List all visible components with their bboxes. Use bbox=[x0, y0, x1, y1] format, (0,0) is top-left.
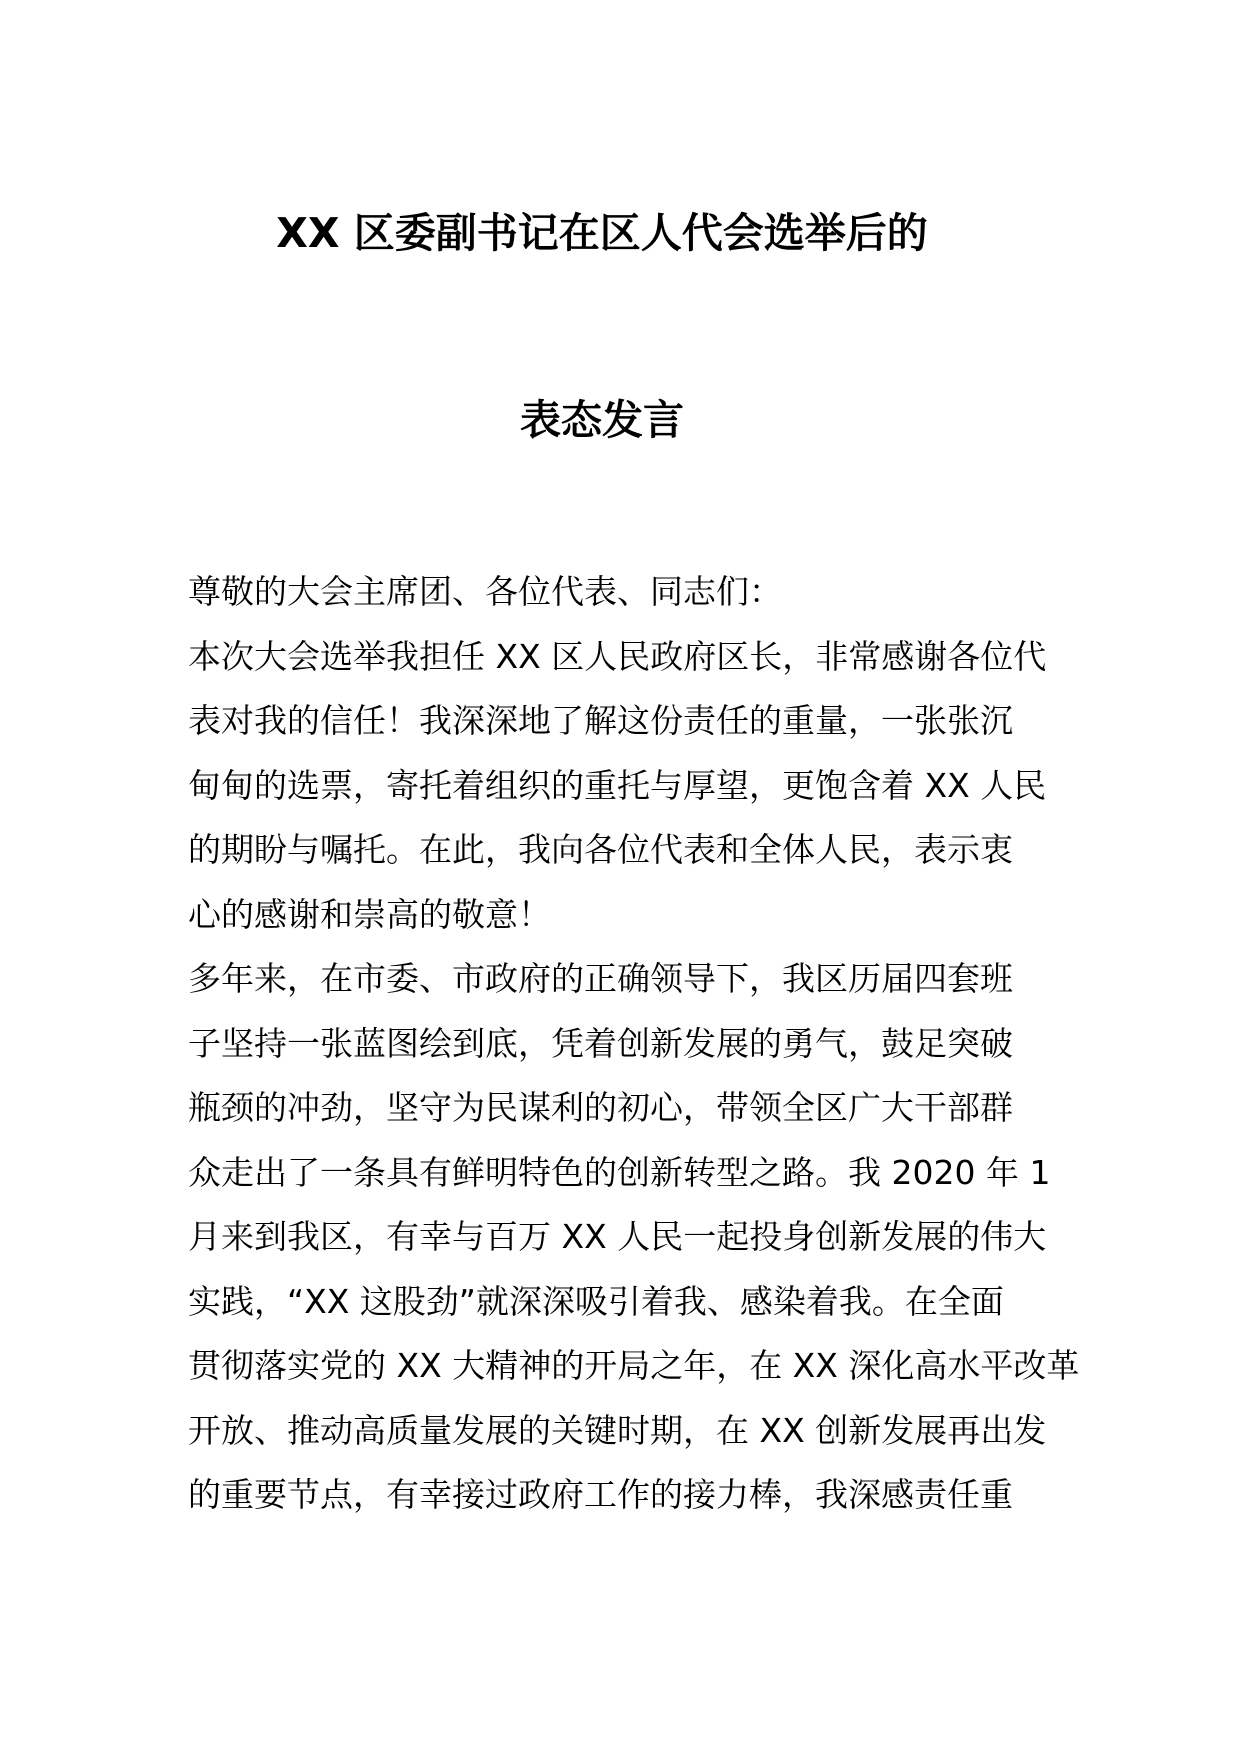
document-title-line-1: XX 区委副书记在区人代会选举后的 bbox=[276, 209, 928, 257]
body-line: 实践，“XX 这股劲”就深深吸引着我、感染着我。在全面 bbox=[188, 1281, 1004, 1321]
body-line: 开放、推动高质量发展的关键时期，在 XX 创新发展再出发 bbox=[188, 1410, 1047, 1450]
body-line: 子坚持一张蓝图绘到底，凭着创新发展的勇气，鼓足突破 bbox=[188, 1023, 1013, 1063]
body-line: 的重要节点，有幸接过政府工作的接力棒，我深感责任重 bbox=[188, 1475, 1013, 1514]
body-line: 的期盼与嘱托。在此，我向各位代表和全体人民，表示衷 bbox=[188, 830, 1013, 869]
body-line: 瓶颈的冲劲，坚守为民谋利的初心，带领全区广大干部群 bbox=[188, 1088, 1013, 1127]
body-line: 本次大会选举我担任 XX 区人民政府区长，非常感谢各位代 bbox=[188, 636, 1047, 676]
body-line: 贯彻落实党的 XX 大精神的开局之年，在 XX 深化高水平改革 bbox=[188, 1346, 1080, 1385]
document-body bbox=[188, 560, 1080, 1528]
body-line: 心的感谢和崇高的敬意！ bbox=[188, 894, 551, 934]
body-line: 表对我的信任！我深深地了解这份责任的重量，一张张沉 bbox=[188, 701, 1013, 740]
body-line: 月来到我区，有幸与百万 XX 人民一起投身创新发展的伟大 bbox=[188, 1217, 1047, 1256]
document-title-line-2: 表态发言 bbox=[520, 396, 684, 444]
greeting-line: 尊敬的大会主席团、各位代表、同志们： bbox=[188, 572, 782, 611]
body-line: 多年来，在市委、市政府的正确领导下，我区历届四套班 bbox=[188, 959, 1013, 998]
body-line: 甸甸的选票，寄托着组织的重托与厚望，更饱含着 XX 人民 bbox=[188, 765, 1047, 805]
body-line: 众走出了一条具有鲜明特色的创新转型之路。我 2020 年 1 bbox=[188, 1152, 1051, 1192]
